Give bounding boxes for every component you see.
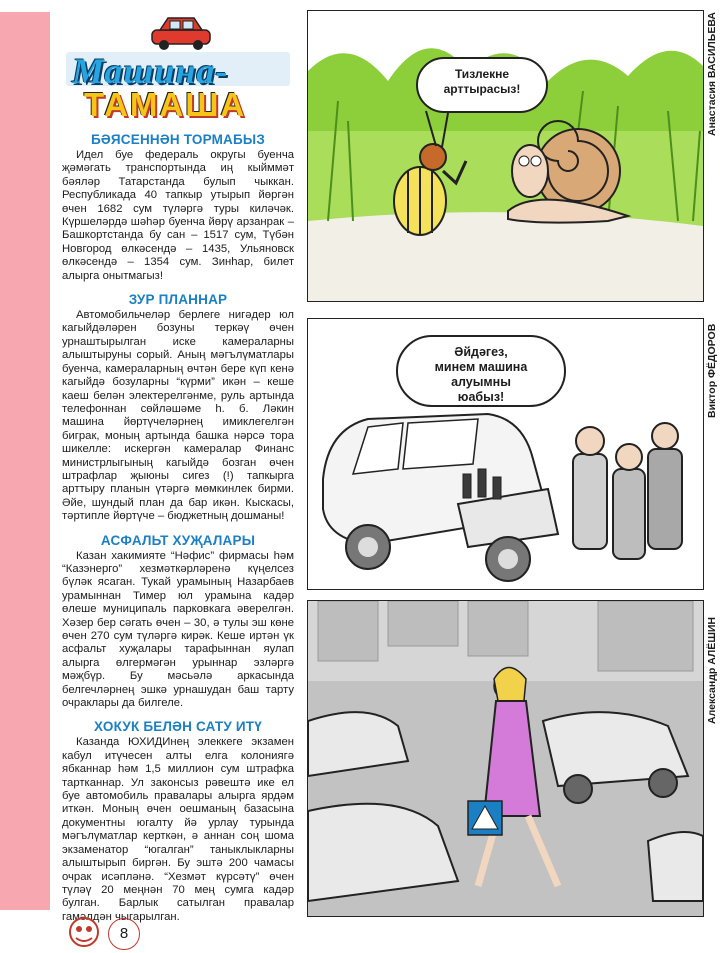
section-text: Автомобильчеләр берлеге нигәдер юл кагыйдәләрен бозуны теркәү өчен урнаштырылган иске камераларны алыштыруны сорый. Аның мәгълүматлары буенча, камераларның өчтән бере күп кенә кагыйдә бозуларны “күрми” икән – кеше каеш белән электерелгәнме, руль артында телефоннан сөйләшәме һ. б. Ләкин машина йөртүчеләрнең имиклегелгән биграк, моның артында башка нәрсә тора шикелле: искергән камералар Финанс министрлыгының кагыйдә бозган өчен штрафлар җыюны сигез (!) тапкырга арттыру планын үтәргә мөмкинлек бирми. Әйе, шундый план да бар икән. Кыскасы, тәртипле йөртүче – бюджетның дошманы!: [62, 309, 294, 523]
cartoon-crossing-woman: [307, 600, 704, 917]
bubble-line: юабыз!: [457, 390, 505, 404]
news-section: [62, 533, 294, 711]
bubble-line: арттырасыз!: [443, 82, 521, 96]
cartoon-author: Александр АЛЁШИН: [706, 617, 718, 724]
logo-line1: Машина-: [72, 51, 229, 91]
news-section: [62, 132, 294, 283]
speech-bubble: [396, 335, 566, 407]
bubble-line: Тизлекне: [454, 67, 510, 81]
bubble-line: минем машина алуымны: [434, 360, 528, 389]
section-title: ЗУР ПЛАННАР: [128, 292, 228, 308]
section-title: БӘЯСЕННӘН ТОРМАБЫЗ: [91, 132, 265, 147]
cartoon-crossing-illustration: [308, 601, 703, 916]
magazine-logo: [62, 8, 294, 128]
cartoon-beetle-snail-illustration: [308, 11, 703, 301]
section-text: Идел буе федераль округы буенча җәмәгать транспортында иң кыйммәт бәяләр Татарстанда булып чыккан. Республикада 40 тапкыр утырып йөргән өчен 1682 сум түләргә туры киләчәк. Күршеләрдә шәһәр буенча йөрү арзанрак – Башкортстанда бу сан – 1517 сум, Түбән Новгород өлкәсендә – 1435, Ульяновск өлкәсендә – 1354 сум. Зинһар, билет алырга онытмагыз!: [62, 149, 294, 282]
logo-line2: ТАМАША: [84, 86, 247, 123]
cartoon-beetle-snail: [307, 10, 704, 302]
cartoon-car-drinks: [307, 318, 704, 590]
cartoon-author: Виктор ФЁДОРОВ: [706, 323, 718, 418]
speech-bubble: [416, 57, 548, 113]
page-number: 8: [108, 918, 140, 950]
news-column: [62, 132, 294, 933]
news-section: [62, 719, 294, 924]
cartoon-author: Анастасия ВАСИЛЬЕВА: [706, 12, 718, 136]
bubble-line: Әйдәгез,: [454, 345, 508, 359]
section-title: АСФАЛЬТ ХУҖАЛАРЫ: [100, 532, 256, 548]
page-edge-strip: [0, 12, 50, 910]
section-text: Казан хакимияте “Нәфис” фирмасы һәм “Казэнерго” хезмәткәрләренә күңелсез бүләк ясаган. Тукай урамының Назарбаев урамыннан Тимер юл урамына кадәр өлеше муниципаль парковкага әверелгән. Хәзер бер сәгать өчен – 30, ә тулы эш көне өчен 270 сум түләргә кирәк. Кеше иртән үк асфальт хуҗалары тарафыннан яулап алырга өлгермәгән урыннар эзләргә мәҗбүр. Бу мәсьәлә аркасында белгечләрнең эшкә урнашудан баш тарту очраклары да билгеле.: [62, 549, 294, 710]
news-section: [62, 292, 294, 524]
section-text: Казанда ЮХИДИнең элеккеге экзамен кабул итүчесен алты елга колониягә ябканнар һәм 1,5 миллион сум штрафка тартканнар. Ул законсыз рәвештә ике ел буе автомобиль правалары алырга ярдәм иткән. Моның өчен оешманың базасына документны югалту йә урлау турында мәгълүматлар керткән, ә аннан соң шома экзаменатор “югалган” таныклыкларны алыштырып биргән. Бу эштә 200 чамасы очрак исәпләнә. “Хезмәт күрсәтү” өчен түләү 20 меңнән 70 мең сумга кадәр булган. Барлык сатылган правалар гамәлдән чыгарылган.: [62, 736, 294, 923]
section-title: ХОКУК БЕЛӘН САТУ ИТҮ: [94, 719, 262, 735]
mascot-icon: [64, 914, 104, 950]
